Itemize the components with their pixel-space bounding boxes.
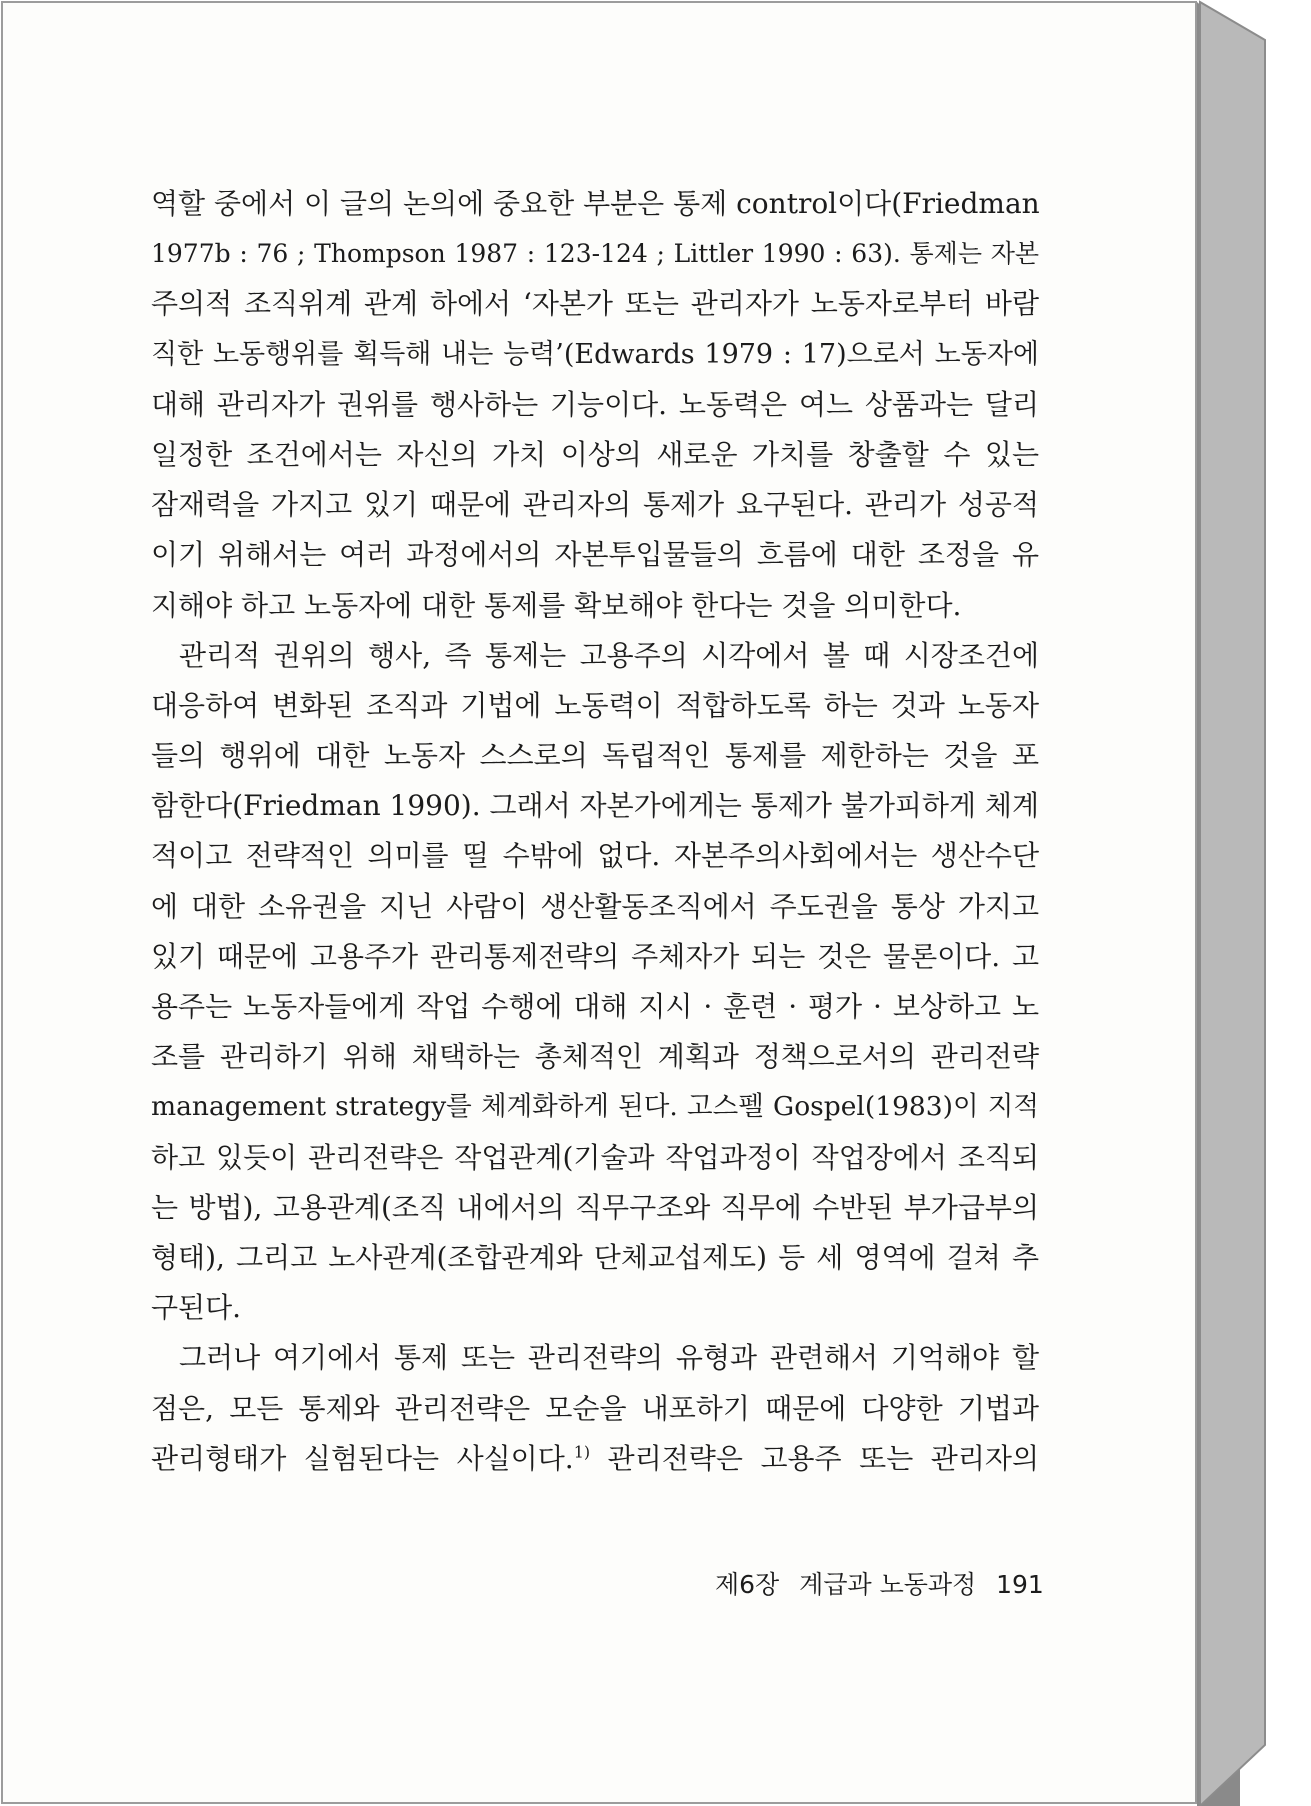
text-line bbox=[151, 1434, 1039, 1484]
text-line: 점은, 모든 통제와 관리전략은 모순을 내포하기 때문에 다양한 기법과 bbox=[151, 1391, 1039, 1425]
text-line: 지해야 하고 노동자에 대한 통제를 확보해야 한다는 것을 의미한다. bbox=[151, 588, 962, 622]
text-line: 적이고 전략적인 의미를 띨 수밖에 없다. 자본주의사회에서는 생산수단 bbox=[151, 839, 1039, 873]
text-line: 구된다. bbox=[151, 1291, 242, 1325]
spine-shadow bbox=[1197, 2, 1240, 1806]
text-line: 관리적 권위의 행사, 즉 통제는 고용주의 시각에서 볼 때 시장조건에 bbox=[179, 638, 1039, 672]
text-line: 조를 관리하기 위해 채택하는 총체적인 계획과 정책으로서의 관리전략 bbox=[151, 1040, 1039, 1074]
text-line: 잠재력을 가지고 있기 때문에 관리자의 통제가 요구된다. 관리가 성공적 bbox=[151, 488, 1039, 522]
text-line: 이기 위해서는 여러 과정에서의 자본투입물들의 흐름에 대한 조정을 유 bbox=[151, 538, 1039, 572]
text-line: 역할 중에서 이 글의 논의에 중요한 부분은 통제 control이다(Friedman bbox=[151, 187, 1040, 220]
footer-chapter: 제6장 bbox=[715, 1570, 780, 1599]
running-footer bbox=[703, 1565, 1044, 1601]
text-line: 용주는 노동자들에게 작업 수행에 대해 지시 · 훈련 · 평가 · 보상하고 노 bbox=[151, 990, 1039, 1023]
text-line: 1977b : 76 ; Thompson 1987 : 123-124 ; Littler 1990 : 63). 통제는 자본 bbox=[151, 239, 1039, 269]
text-segment: 관리형태가 실험된다는 사실이다. bbox=[151, 1441, 574, 1475]
text-line: 그러나 여기에서 통제 또는 관리전략의 유형과 관련해서 기억해야 할 bbox=[179, 1341, 1039, 1375]
text-line: 주의적 조직위계 관계 하에서 ‘자본가 또는 관리자가 노동자로부터 바람 bbox=[151, 287, 1039, 321]
text-line: management strategy를 체계화하게 된다. 고스펠 Gospel(1983)이 지적 bbox=[151, 1091, 1039, 1123]
text-line: 들의 행위에 대한 노동자 스스로의 독립적인 통제를 제한하는 것을 포 bbox=[151, 739, 1039, 773]
text-line: 대해 관리자가 권위를 행사하는 기능이다. 노동력은 여느 상품과는 달리 bbox=[151, 387, 1039, 421]
page-number: 191 bbox=[996, 1570, 1044, 1599]
footer-title: 계급과 노동과정 bbox=[799, 1570, 977, 1599]
text-line: 하고 있듯이 관리전략은 작업관계(기술과 작업과정이 작업장에서 조직되 bbox=[151, 1140, 1039, 1174]
text-line: 함한다(Friedman 1990). 그래서 자본가에게는 통제가 불가피하게 체계 bbox=[151, 789, 1040, 823]
text-line: 형태), 그리고 노사관계(조합관계와 단체교섭제도) 등 세 영역에 걸쳐 추 bbox=[151, 1240, 1039, 1274]
text-line: 는 방법), 고용관계(조직 내에서의 직무구조와 직무에 수반된 부가급부의 bbox=[151, 1190, 1039, 1224]
text-line: 대응하여 변화된 조직과 기법에 노동력이 적합하도록 하는 것과 노동자 bbox=[151, 688, 1039, 722]
text-segment: 관리전략은 고용주 또는 관리자의 bbox=[590, 1441, 1039, 1475]
text-line: 있기 때문에 고용주가 관리통제전략의 주체자가 되는 것은 물론이다. 고 bbox=[151, 939, 1039, 973]
text-line: 일정한 조건에서는 자신의 가치 이상의 새로운 가치를 창출할 수 있는 bbox=[151, 437, 1039, 471]
footnote-mark: 1) bbox=[573, 1442, 591, 1462]
page bbox=[1, 1, 1197, 1804]
page-stack-edge bbox=[1200, 2, 1265, 1806]
body-text bbox=[151, 179, 1039, 1484]
text-line: 직한 노동행위를 획득해 내는 능력’(Edwards 1979 : 17)으로서 노동자에 bbox=[151, 338, 1039, 370]
text-line: 에 대한 소유권을 지닌 사람이 생산활동조직에서 주도권을 통상 가지고 bbox=[151, 889, 1039, 923]
